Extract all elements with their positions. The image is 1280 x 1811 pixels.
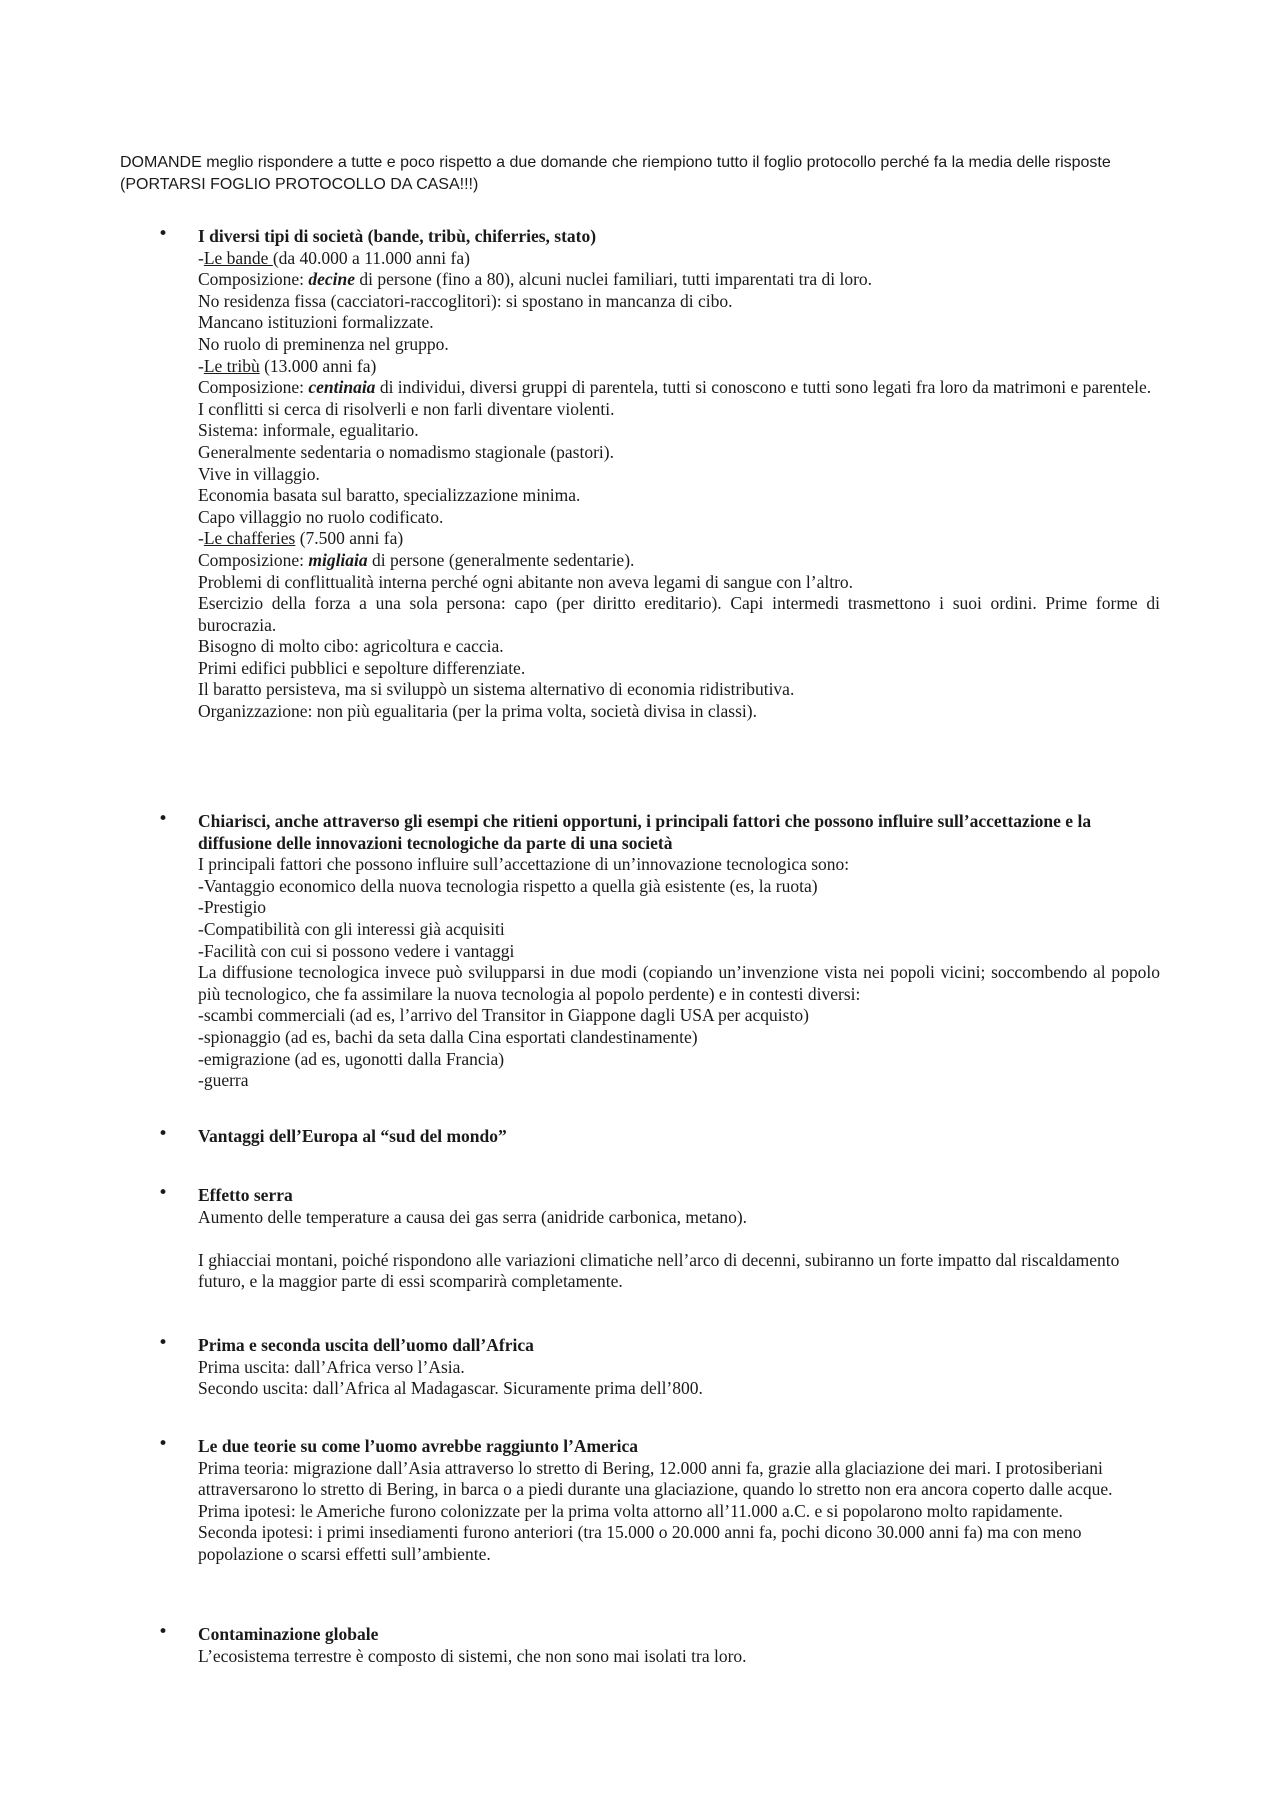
tribu-label: Le tribù	[203, 355, 260, 376]
comp-rest: di persone (fino a 80), alcuni nuclei familiari, tutti imparentati tra di loro.	[355, 269, 873, 290]
chafferies-label: Le chafferies	[203, 528, 296, 549]
bande-line: No ruolo di preminenza nel gruppo.	[198, 333, 449, 354]
context-item: -emigrazione (ad es, ugonotti dalla Francia)	[198, 1048, 505, 1069]
chafferies-period: (7.500 anni fa)	[295, 528, 404, 549]
bande-composition	[198, 269, 1160, 291]
answer-line: Secondo uscita: dall’Africa al Madagascar. Sicuramente prima dell’800.	[198, 1378, 703, 1399]
answer-line: Prima uscita: dall’Africa verso l’Asia.	[198, 1356, 465, 1377]
context-item: -spionaggio (ad es, bachi da seta dalla Cina esportati clandestinamente)	[198, 1026, 698, 1047]
tribu-line: Sistema: informale, egualitario.	[198, 420, 419, 441]
question-societies	[158, 224, 1160, 723]
tribu-line: Economia basata sul baratto, specializzazione minima.	[198, 485, 581, 506]
comp-emphasis: centinaia	[308, 377, 376, 398]
chafferies-line: Il baratto persisteva, ma si sviluppò un sistema alternativo di economia ridistributiva.	[198, 679, 795, 700]
answer-line: Aumento delle temperature a causa dei gas serra (anidride carbonica, metano).	[198, 1206, 748, 1227]
comp-emphasis: decine	[308, 269, 355, 290]
spacer	[198, 1228, 1160, 1250]
comp-rest: di persone (generalmente sedentarie).	[367, 549, 635, 570]
diffusion-paragraph: La diffusione tecnologica invece può svilupparsi in due modi (copiando un’invenzione vista nei popoli vicini; soccombendo al popolo più tecnologico, che fa assimilare la nuova tecnologia al popolo perdente) e in contesti diversi:	[198, 962, 1160, 1004]
comp-prefix: Composizione:	[198, 549, 309, 570]
tribu-line: I conflitti si cerca di risolverli e non farli diventare violenti.	[198, 398, 615, 419]
intro-paragraph	[120, 152, 1160, 196]
bande-line: No residenza fissa (cacciatori-raccoglitori): si spostano in mancanza di cibo.	[198, 290, 733, 311]
bullet-icon: •	[158, 224, 169, 244]
bande-period: (da 40.000 a 11.000 anni fa)	[272, 247, 470, 268]
comp-prefix: Composizione:	[198, 377, 309, 398]
bullet-icon: •	[158, 809, 169, 829]
chafferies-line: Esercizio della forza a una sola persona: capo (per diritto ereditario). Capi intermedi trasmettono i suoi ordini. Prime forme di burocrazia.	[198, 593, 1160, 635]
tribu-line: Capo villaggio no ruolo codificato.	[198, 506, 444, 527]
bullet-icon: •	[158, 1622, 169, 1642]
tribu-composition	[198, 377, 1160, 399]
context-item: -guerra	[198, 1070, 249, 1091]
comp-rest: di individui, diversi gruppi di parentela, tutti si conoscono e tutti sono legati fra loro da matrimoni e parentele.	[375, 377, 1152, 398]
question-title: I diversi tipi di società (bande, tribù, chiferries, stato)	[198, 226, 597, 246]
chafferies-line: Problemi di conflittualità interna perché ogni abitante non aveva legami di sangue con l’altro.	[198, 571, 854, 592]
chafferies-line: Primi edifici pubblici e sepolture differenziate.	[198, 657, 526, 678]
theory-paragraph: Prima teoria: migrazione dall’Asia attraverso lo stretto di Bering, 12.000 anni fa, grazie alla glaciazione dei mari. I protosiberiani attraversarono lo stretto di Bering, in barca o a piedi durante una glaciazione, quando lo stretto non era ancora coperto dalle acque.	[198, 1457, 1113, 1500]
question-europe	[158, 1124, 1160, 1148]
chafferies-heading	[198, 528, 1160, 550]
factor-item: -Compatibilità con gli interessi già acquisiti	[198, 918, 505, 939]
factor-item: -Facilità con cui si possono vedere i vantaggi	[198, 940, 515, 961]
chafferies-line: Organizzazione: non più egualitaria (per la prima volta, società divisa in classi).	[198, 701, 757, 722]
answer-line: L’ecosistema terrestre è composto di sistemi, che non sono mai isolati tra loro.	[198, 1645, 747, 1666]
dash: -	[198, 247, 204, 268]
question-title: Vantaggi dell’Europa al “sud del mondo”	[198, 1126, 507, 1146]
tribu-period: (13.000 anni fa)	[259, 355, 377, 376]
bullet-icon: •	[158, 1124, 169, 1144]
chafferies-composition	[198, 550, 1160, 572]
question-title: Prima e seconda uscita dell’uomo dall’Africa	[198, 1335, 534, 1355]
question-out-of-africa	[158, 1333, 1160, 1400]
answer-paragraph: I ghiacciai montani, poiché rispondono alle variazioni climatiche nell’arco di decenni, subiranno un forte impatto dal riscaldamento futuro, e la maggior parte di essi scomparirà completamente.	[198, 1249, 1120, 1292]
question-title: Effetto serra	[198, 1185, 293, 1205]
tribu-line: Generalmente sedentaria o nomadismo stagionale (pastori).	[198, 441, 614, 462]
bande-heading	[198, 248, 1160, 270]
factor-item: -Prestigio	[198, 897, 267, 918]
hypothesis-line: Seconda ipotesi: i primi insediamenti furono anteriori (tra 15.000 o 20.000 anni fa, pochi dicono 30.000 anni fa) ma con meno popolazione o scarsi effetti sull’ambiente.	[198, 1522, 1082, 1564]
bullet-icon: •	[158, 1434, 169, 1454]
bande-label: Le bande	[203, 247, 273, 268]
bullet-icon: •	[158, 1183, 169, 1203]
tribu-heading	[198, 356, 1160, 378]
bande-line: Mancano istituzioni formalizzate.	[198, 312, 434, 333]
comp-prefix: Composizione:	[198, 269, 309, 290]
intro-label: DOMANDE	[120, 154, 202, 171]
factor-item: -Vantaggio economico della nuova tecnologia rispetto a quella già esistente (es, la ruota)	[198, 875, 818, 896]
answer-intro: I principali fattori che possono influire sull’accettazione di un’innovazione tecnologica sono:	[198, 854, 850, 875]
tribu-line: Vive in villaggio.	[198, 463, 320, 484]
question-contamination	[158, 1622, 1160, 1667]
chafferies-line: Bisogno di molto cibo: agricoltura e caccia.	[198, 636, 504, 657]
question-greenhouse	[158, 1183, 1160, 1293]
intro-text: meglio rispondere a tutte e poco rispetto a due domande che riempiono tutto il foglio protocollo perché fa la media delle risposte (PORTARSI FOGLIO PROTOCOLLO DA CASA!!!)	[120, 154, 1111, 193]
question-title: Contaminazione globale	[198, 1624, 379, 1644]
question-title: Le due teorie su come l’uomo avrebbe raggiunto l’America	[198, 1436, 639, 1456]
context-item: -scambi commerciali (ad es, l’arrivo del Transitor in Giappone dagli USA per acquisto)	[198, 1005, 809, 1026]
dash: -	[198, 528, 204, 549]
comp-emphasis: migliaia	[308, 549, 368, 570]
dash: -	[198, 355, 204, 376]
question-america	[158, 1434, 1160, 1566]
hypothesis-line: Prima ipotesi: le Americhe furono colonizzate per la prima volta attorno all’11.000 a.C. e si popolarono molto rapidamente.	[198, 1500, 1063, 1521]
bullet-icon: •	[158, 1333, 169, 1353]
question-innovation	[158, 809, 1160, 1092]
question-title: Chiarisci, anche attraverso gli esempi che ritieni opportuni, i principali fattori che possono influire sull’accettazione e la diffusione delle innovazioni tecnologiche da parte di una società	[198, 811, 1092, 853]
